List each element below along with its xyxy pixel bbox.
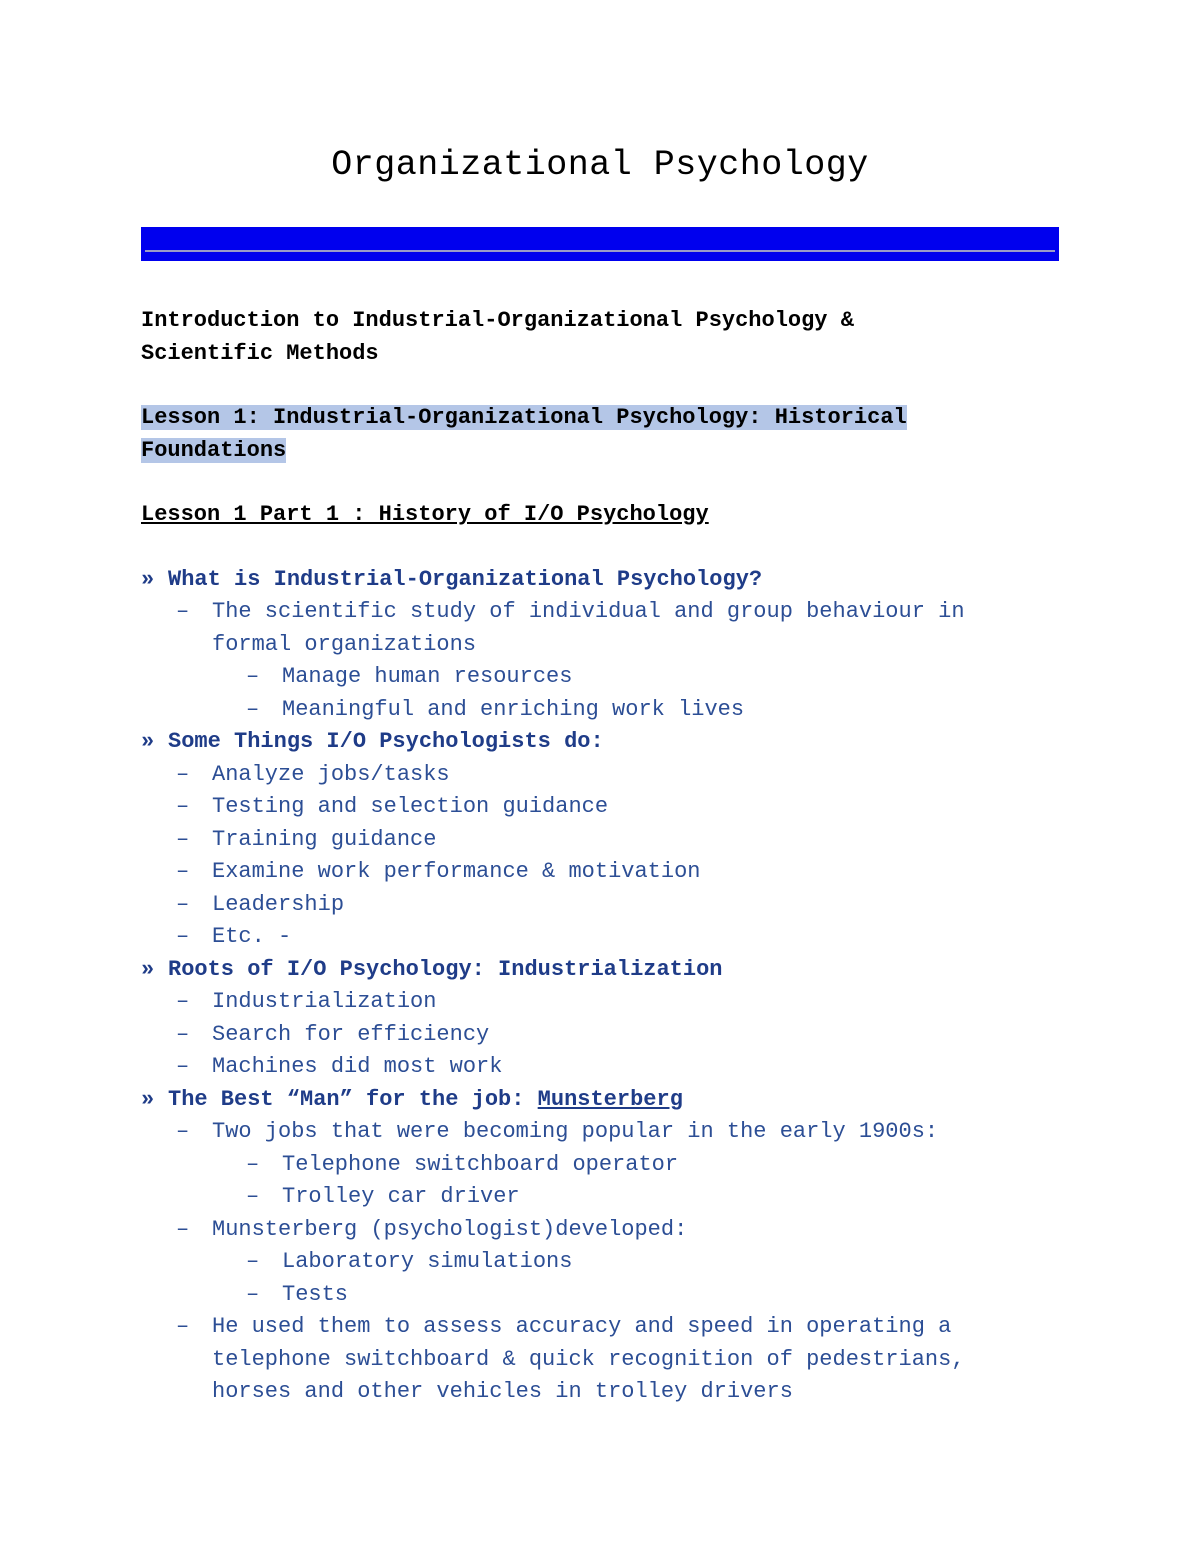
document-body — [141, 305, 1041, 1409]
sub-list-item-text: Laboratory simulations — [282, 1249, 573, 1274]
intro-heading-line-2-row — [141, 338, 1041, 371]
document-title: Organizational Psychology — [331, 145, 869, 185]
section-heading-text: Some Things I/O Psychologists do: — [168, 729, 604, 754]
list-item-text: Two jobs that were becoming popular in the early 1900s: — [212, 1119, 939, 1144]
dash-marker: – — [176, 761, 190, 787]
dash-marker: – — [246, 664, 260, 689]
part-heading: Lesson 1 Part 1 : History of I/O Psychology — [141, 502, 709, 527]
sub-list-item — [141, 1181, 1041, 1214]
dash-marker: – — [246, 1249, 260, 1274]
list-item-text: Testing and selection guidance — [212, 794, 609, 819]
list-item-text: Search for efficiency — [212, 1021, 490, 1047]
list-item-text: Munsterberg (psychologist)developed: — [212, 1216, 688, 1242]
dash-marker: – — [176, 1216, 190, 1242]
section-heading — [141, 954, 1041, 987]
sub-list-item-text: Trolley car driver — [282, 1184, 520, 1209]
list-item-continuation — [141, 629, 1041, 662]
dash-marker: – — [176, 826, 190, 852]
intro-heading-line-2: Scientific Methods — [141, 340, 379, 366]
dash-marker: – — [176, 1054, 190, 1079]
list-item — [141, 921, 1041, 954]
list-item-text: Industrialization — [212, 989, 437, 1014]
list-item-text: formal organizations — [212, 631, 477, 657]
dash-marker: – — [176, 794, 190, 819]
dash-marker: – — [176, 924, 190, 949]
list-item — [141, 1311, 1041, 1344]
list-item — [141, 856, 1041, 889]
list-item — [141, 824, 1041, 857]
list-item — [141, 1214, 1041, 1247]
list-item — [141, 759, 1041, 792]
bullet-mark: » — [141, 1086, 155, 1112]
list-item-text: horses and other vehicles in trolley drivers — [212, 1379, 793, 1404]
sub-list-item — [141, 661, 1041, 694]
sub-list-item-text: Telephone switchboard operator — [282, 1151, 679, 1177]
dash-marker: – — [176, 1119, 190, 1144]
list-item-text: The scientific study of individual and group behaviour in — [212, 599, 965, 624]
section-heading-text: Roots of I/O Psychology: Industrialization — [168, 956, 723, 982]
lesson-heading-line-1: Lesson 1: Industrial-Organizational Psychology: Historical — [141, 405, 907, 430]
list-item-text: Training guidance — [212, 826, 437, 852]
spacer — [141, 467, 1041, 499]
munsterberg-link[interactable]: Munsterberg — [537, 1086, 683, 1112]
bullet-mark: » — [141, 956, 155, 982]
dash-marker: – — [246, 1184, 260, 1209]
title-banner — [141, 227, 1059, 261]
dash-marker: – — [246, 1281, 260, 1307]
dash-marker: – — [176, 989, 190, 1014]
section-heading-text: What is Industrial-Organizational Psychology? — [168, 566, 763, 592]
list-item-text: telephone switchboard & quick recognition of pedestrians, — [212, 1346, 965, 1372]
sub-list-item — [141, 1149, 1041, 1182]
dash-marker: – — [246, 696, 260, 722]
dash-marker: – — [176, 891, 190, 917]
list-item — [141, 596, 1041, 629]
list-item — [141, 1116, 1041, 1149]
section-heading-text: The Best “Man” for the job: — [168, 1086, 538, 1112]
list-item-text: Analyze jobs/tasks — [212, 761, 450, 787]
dash-marker: – — [176, 1314, 190, 1339]
section-heading — [141, 726, 1041, 759]
spacer — [141, 370, 1041, 402]
sub-list-item-text: Tests — [282, 1281, 349, 1307]
spacer — [141, 532, 1041, 564]
part-heading-row — [141, 499, 1041, 532]
list-item — [141, 1019, 1041, 1052]
dash-marker: – — [176, 1021, 190, 1047]
section-heading — [141, 1084, 1041, 1117]
list-item — [141, 791, 1041, 824]
list-item-text: Examine work performance & motivation — [212, 859, 701, 884]
sub-list-item — [141, 694, 1041, 727]
lesson-heading-line-2-row — [141, 435, 1041, 468]
lesson-heading-line-2: Foundations — [141, 437, 287, 463]
lesson-heading — [141, 402, 1041, 435]
intro-heading — [141, 305, 1041, 338]
list-item-continuation — [141, 1344, 1041, 1377]
bullet-mark: » — [141, 566, 155, 592]
list-item — [141, 1051, 1041, 1084]
sub-list-item — [141, 1246, 1041, 1279]
bullet-mark: » — [141, 729, 155, 754]
banner-rule — [145, 250, 1055, 252]
list-item-text: Machines did most work — [212, 1054, 503, 1079]
list-item — [141, 889, 1041, 922]
section-heading — [141, 564, 1041, 597]
list-item-continuation — [141, 1376, 1041, 1409]
dash-marker: – — [176, 599, 190, 624]
sub-list-item-text: Meaningful and enriching work lives — [282, 696, 745, 722]
list-item-text: He used them to assess accuracy and speed in operating a — [212, 1314, 952, 1339]
dash-marker: – — [176, 859, 190, 884]
list-item — [141, 986, 1041, 1019]
sub-list-item — [141, 1279, 1041, 1312]
sub-list-item-text: Manage human resources — [282, 664, 573, 689]
dash-marker: – — [246, 1151, 260, 1177]
intro-heading-line-1: Introduction to Industrial-Organizational Psychology & — [141, 308, 854, 333]
list-item-text: Leadership — [212, 891, 345, 917]
list-item-text: Etc. - — [212, 924, 292, 949]
